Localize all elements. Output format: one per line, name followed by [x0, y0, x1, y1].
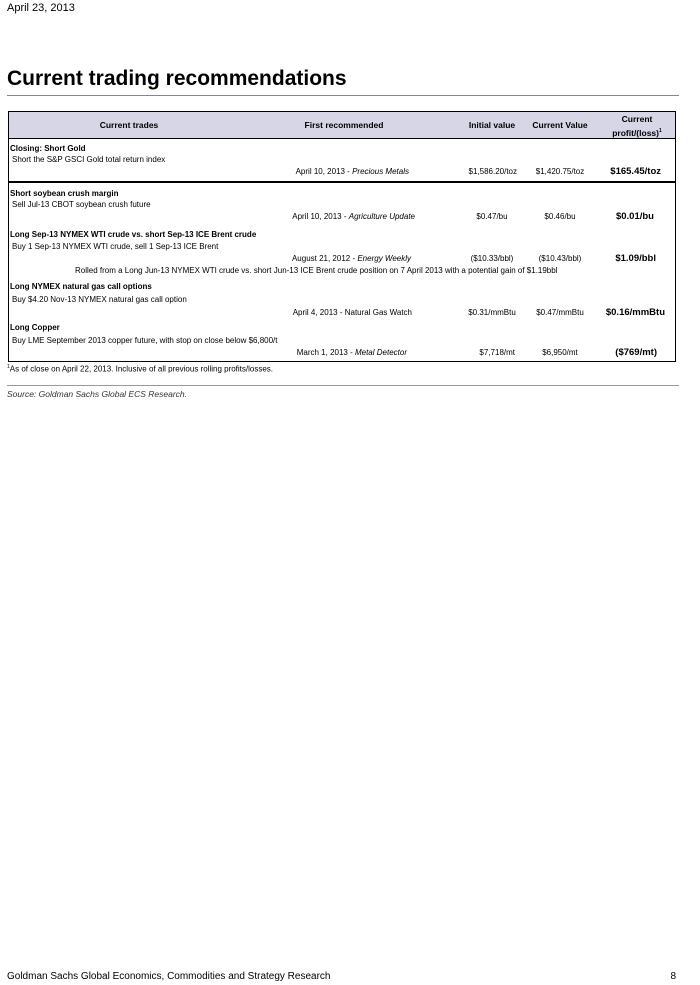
current-profit: ($769/mt) — [615, 347, 657, 358]
current-value: $0.46/bu — [544, 212, 576, 221]
trade-name: Long Sep-13 NYMEX WTI crude vs. short Sep-13 ICE Brent crude — [10, 230, 257, 239]
recommendations-table — [8, 111, 676, 362]
current-profit: $165.45/toz — [610, 166, 661, 177]
trade-description: Buy 1 Sep-13 NYMEX WTI crude, sell 1 Sep-13 ICE Brent — [12, 242, 219, 251]
trade-name: Short soybean crush margin — [10, 189, 119, 198]
first-recommended-date: August 21, 2012 - — [291, 254, 358, 263]
initial-value: $0.31/mmBtu — [468, 308, 516, 317]
current-profit: $0.01/bu — [615, 211, 654, 222]
initial-value: $1,586.20/toz — [468, 167, 517, 176]
page-footer: Goldman Sachs Global Economics, Commodities and Strategy Research — [7, 971, 331, 982]
current-value: $6,950/mt — [542, 348, 578, 357]
header-current-value: Current Value — [532, 120, 588, 130]
first-recommended — [239, 167, 409, 176]
first-recommended — [239, 348, 407, 357]
footnote-marker: 1 — [7, 364, 10, 370]
publication-name: Energy Weekly — [357, 254, 411, 263]
current-value: ($10.43/bbl) — [538, 254, 582, 263]
source-note: Source: Goldman Sachs Global ECS Research. — [7, 389, 188, 399]
first-recommended-date: April 10, 2013 - — [295, 167, 353, 176]
publication-name: Precious Metals — [352, 167, 409, 176]
trade-description: Buy $4.20 Nov-13 NYMEX natural gas call option — [12, 295, 187, 304]
first-recommended-date: March 1, 2013 - — [296, 348, 355, 357]
current-profit: $0.16/mmBtu — [605, 307, 665, 318]
trade-description: Sell Jul-13 CBOT soybean crush future — [12, 200, 151, 209]
source-divider — [7, 385, 679, 386]
header-current-profit — [597, 113, 677, 139]
publication-name: Metal Detector — [354, 348, 407, 357]
page-number: 8 — [670, 971, 676, 982]
trade-description: Short the S&P GSCI Gold total return index — [12, 155, 166, 164]
header-first-recommended: First recommended — [304, 120, 384, 130]
first-recommended — [229, 212, 415, 221]
initial-value: $0.47/bu — [476, 212, 508, 221]
publication-name: Agriculture Update — [348, 212, 415, 221]
trade-description: Buy LME September 2013 copper future, with stop on close below $6,800/t — [12, 336, 278, 345]
first-recommended-date: April 10, 2013 - — [292, 212, 349, 221]
report-date: April 23, 2013 — [7, 2, 75, 14]
first-recommended — [239, 254, 411, 263]
trade-name: Long NYMEX natural gas call options — [10, 282, 152, 291]
initial-value: ($10.33/bbl) — [470, 254, 514, 263]
page-title: Current trading recommendations — [7, 67, 347, 90]
current-profit: $1.09/bbl — [615, 253, 656, 264]
row-divider — [9, 181, 675, 183]
table-header — [9, 112, 675, 139]
footnote-text: As of close on April 22, 2013. Inclusive of all previous rolling profits/losses. — [9, 364, 274, 374]
trade-name: Long Copper — [10, 323, 60, 332]
header-profit-footnote-marker: 1 — [658, 128, 662, 134]
initial-value: $7,718/mt — [479, 348, 515, 357]
table-footnote — [7, 364, 273, 374]
title-divider — [7, 95, 679, 96]
header-initial-value: Initial value — [468, 120, 516, 130]
trade-name: Closing: Short Gold — [10, 144, 86, 153]
roll-note: Rolled from a Long Jun-13 NYMEX WTI crude vs. short Jun-13 ICE Brent crude position on 7 April 2013 with a potential gain of $1.19bbl — [75, 266, 558, 275]
header-current-profit-label: Current profit/(loss) — [612, 114, 659, 138]
current-value: $0.47/mmBtu — [536, 308, 584, 317]
header-current-trades: Current trades — [99, 120, 159, 130]
current-value: $1,420.75/toz — [535, 167, 585, 176]
first-recommended: April 4, 2013 - Natural Gas Watch — [292, 308, 412, 317]
